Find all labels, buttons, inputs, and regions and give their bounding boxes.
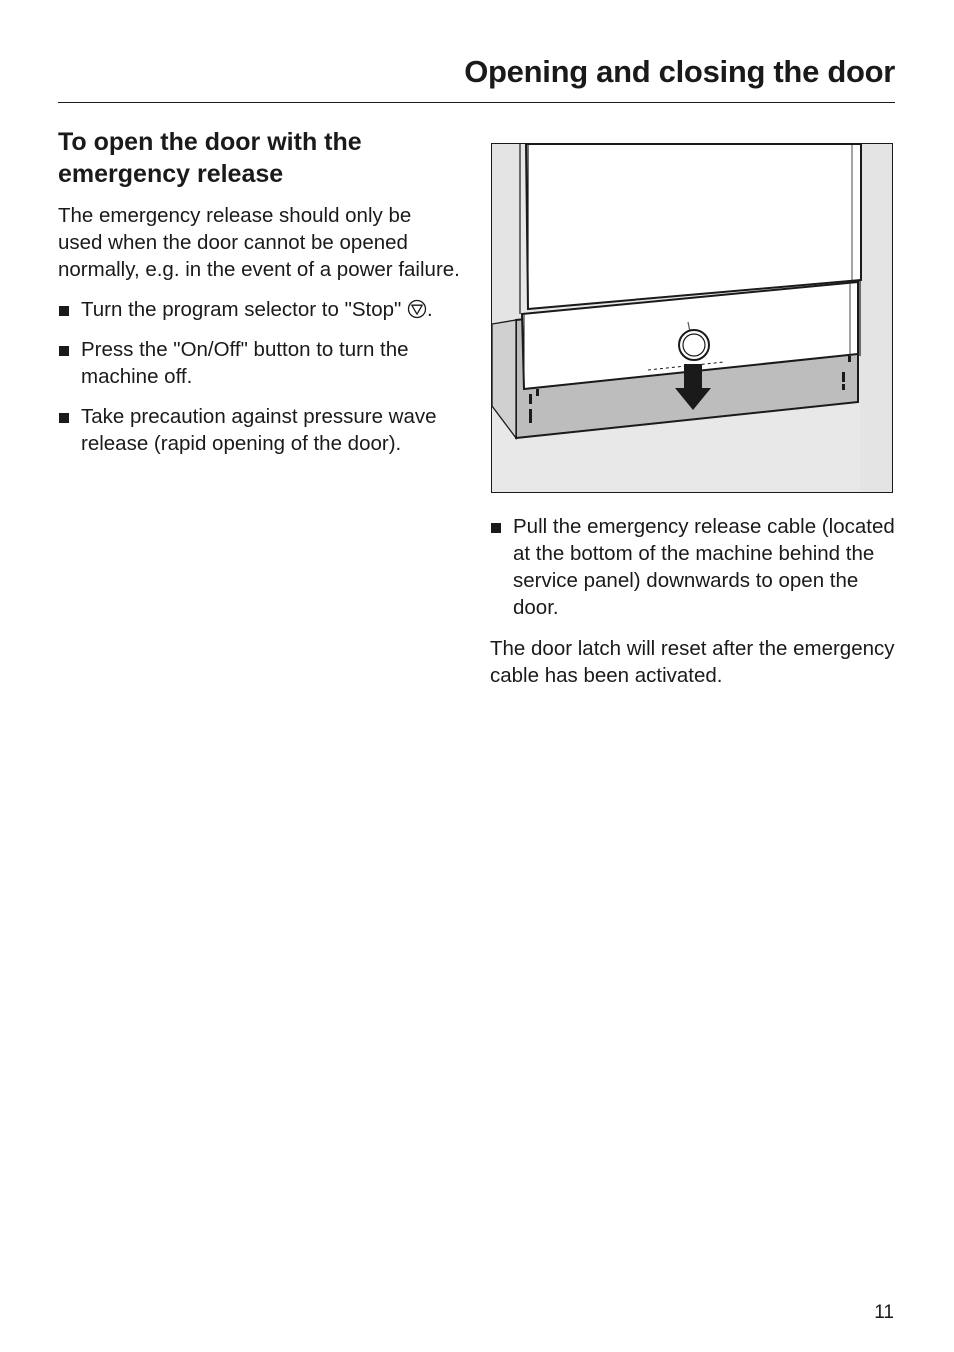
emergency-release-illustration [491, 143, 893, 493]
section-heading-line2: emergency release [58, 160, 284, 188]
page-number: 11 [874, 1302, 894, 1323]
step-text: Press the "On/Off" button to turn the machine off. [81, 338, 409, 388]
left-column [58, 126, 460, 470]
page-title: Opening and closing the door [464, 54, 895, 89]
square-bullet-icon [59, 346, 69, 356]
step-list [58, 296, 460, 457]
step-item-precaution [58, 403, 460, 457]
door-panel-icon [526, 144, 861, 309]
square-bullet-icon [491, 523, 501, 533]
illustration-svg [492, 144, 892, 492]
right-step-list [490, 513, 900, 621]
page-header [58, 50, 895, 103]
step-text: Pull the emergency release cable (located at the bottom of the machine behind the service panel) downwards to open the door. [513, 515, 895, 619]
step-item-pull-cable [490, 513, 900, 621]
stop-symbol-icon [407, 299, 427, 319]
step-text: Take precaution against pressure wave release (rapid opening of the door). [81, 405, 437, 455]
section-heading [58, 126, 460, 190]
latch-note: The door latch will reset after the emergency cable has been activated. [490, 637, 895, 687]
step-item-stop [58, 296, 460, 323]
step-text-after: . [427, 298, 433, 321]
step-text-before: Turn the program selector to "Stop" [81, 298, 407, 321]
right-column [490, 513, 900, 702]
step-item-power-off [58, 336, 460, 390]
right-niche [860, 144, 892, 492]
intro-paragraph: The emergency release should only be used when the door cannot be opened normally, e.g. in the event of a power failure. [58, 204, 460, 281]
square-bullet-icon [59, 306, 69, 316]
square-bullet-icon [59, 413, 69, 423]
section-heading-line1: To open the door with the [58, 128, 362, 156]
